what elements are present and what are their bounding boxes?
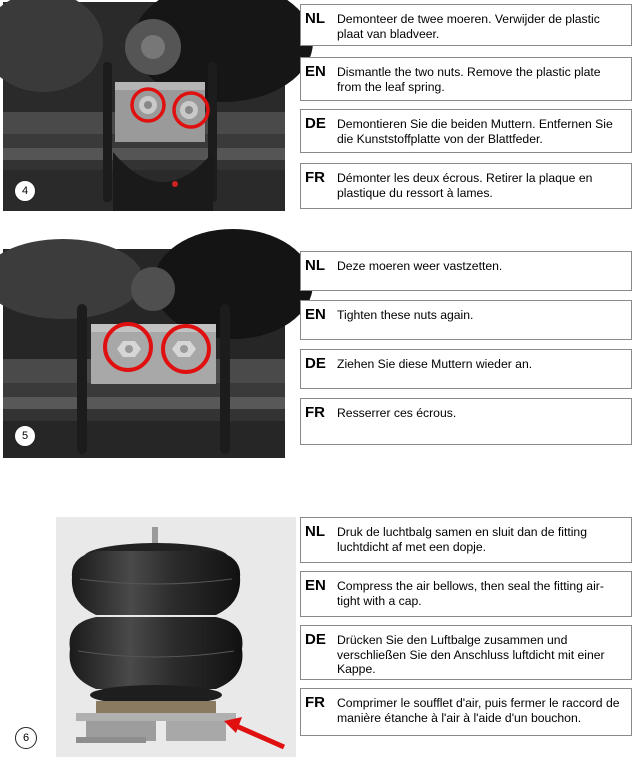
instruction-box-de <box>300 625 632 680</box>
instruction-box-nl <box>300 4 632 46</box>
language-code: FR <box>305 169 325 186</box>
step-number-badge: 5 <box>14 425 36 447</box>
step-6-photo <box>22 517 296 757</box>
language-code: FR <box>305 694 325 711</box>
instruction-text: Compress the air bellows, then seal the fitting air-tight with a cap. <box>337 579 604 608</box>
language-code: FR <box>305 404 325 421</box>
step-number-badge: 6 <box>15 727 37 749</box>
instruction-box-fr <box>300 688 632 736</box>
air-bellows-photo <box>56 517 296 757</box>
language-code: EN <box>305 63 326 80</box>
language-code: NL <box>305 257 325 274</box>
instruction-text: Tighten these nuts again. <box>337 308 474 322</box>
step-number-badge: 4 <box>14 180 36 202</box>
instruction-text: Drücken Sie den Luftbalge zusammen und verschließen Sie den Anschluss luftdicht mit einer Kappe. <box>337 633 605 676</box>
instruction-box-de <box>300 349 632 389</box>
instruction-text: Druk de luchtbalg samen en sluit dan de fitting luchtdicht af met een dopje. <box>337 525 587 554</box>
instruction-text: Demonteer de twee moeren. Verwijder de plastic plaat van bladveer. <box>337 12 600 41</box>
language-code: NL <box>305 10 325 27</box>
instruction-box-fr <box>300 163 632 209</box>
instruction-text: Démonter les deux écrous. Retirer la plaque en plastique du ressort à lames. <box>337 171 593 200</box>
instruction-box-de <box>300 109 632 153</box>
instruction-text: Deze moeren weer vastzetten. <box>337 259 503 273</box>
instruction-box-en <box>300 300 632 340</box>
instruction-text: Ziehen Sie diese Muttern wieder an. <box>337 357 533 371</box>
instruction-box-en <box>300 57 632 101</box>
language-code: EN <box>305 577 326 594</box>
language-code: DE <box>305 631 326 648</box>
instruction-box-en <box>300 571 632 617</box>
instruction-box-nl <box>300 251 632 291</box>
language-code: NL <box>305 523 325 540</box>
language-code: DE <box>305 355 326 372</box>
leaf-spring-nuts-marked-photo <box>3 2 285 211</box>
language-code: DE <box>305 115 326 132</box>
instruction-box-fr <box>300 398 632 445</box>
step-4-photo <box>3 2 285 211</box>
instruction-text: Demontieren Sie die beiden Muttern. Entfernen Sie die Kunststoffplatte von der Blattfeder. <box>337 117 613 146</box>
step-5-photo <box>3 249 285 458</box>
instruction-text: Resserrer ces écrous. <box>337 406 457 420</box>
language-code: EN <box>305 306 326 323</box>
instruction-box-nl <box>300 517 632 563</box>
leaf-spring-nuts-tightened-photo <box>3 249 285 458</box>
instruction-text: Comprimer le soufflet d'air, puis fermer le raccord de manière étanche à l'air à l'aide d'un bouchon. <box>337 696 620 725</box>
instruction-text: Dismantle the two nuts. Remove the plastic plate from the leaf spring. <box>337 65 601 94</box>
